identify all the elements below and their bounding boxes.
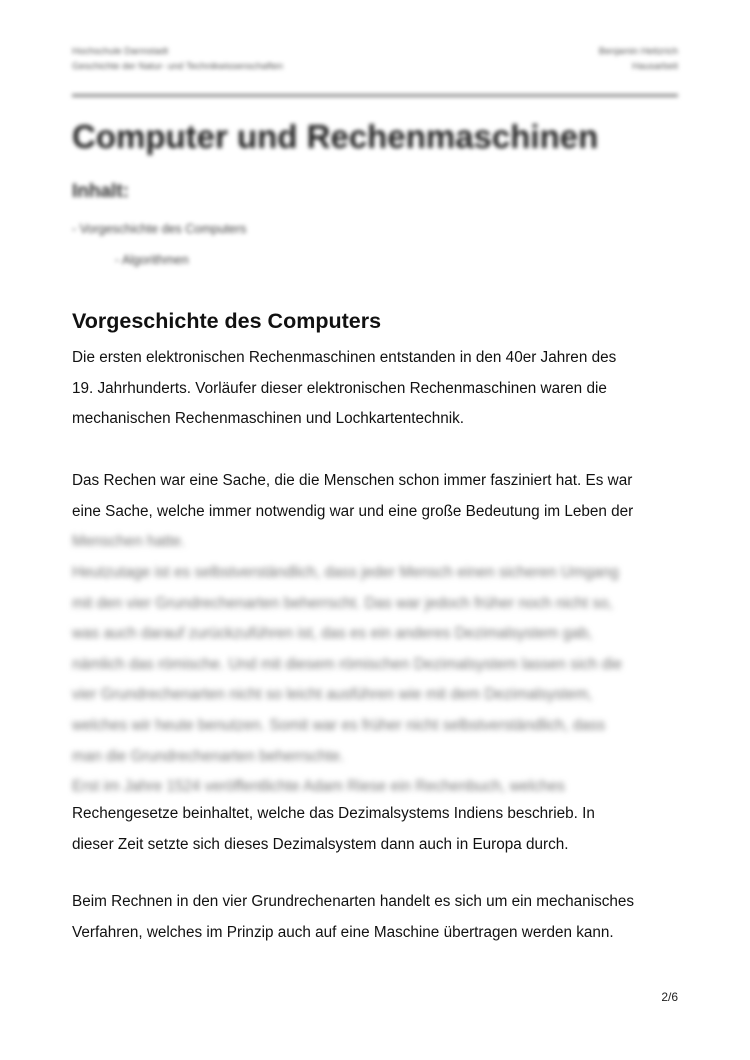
header-doc-type: Hausarbeit xyxy=(632,61,678,72)
paragraph-1 xyxy=(72,343,692,435)
paragraph-line: was auch darauf zurückzuführen ist, das es ein anderes Dezimalsystem gab, xyxy=(72,625,593,643)
paragraph-line: mit den vier Grundrechenarten beherrscht. Das war jedoch früher noch nicht so, xyxy=(72,594,613,612)
paragraph-line: Heutzutage ist es selbstverständlich, dass jeder Mensch einen sicheren Umgang xyxy=(72,564,619,581)
paragraph-3-blurred xyxy=(72,558,692,803)
paragraph-line: dieser Zeit setzte sich dieses Dezimalsystem dann auch in Europa durch. xyxy=(72,835,569,853)
paragraph-line: Rechengesetze beinhaltet, welche das Dezimalsystems Indiens beschrieb. In xyxy=(72,805,595,822)
header-course: Geschichte der Natur- und Technikwissenschaften xyxy=(72,61,284,72)
paragraph-line: Beim Rechnen in den vier Grundrechenarten handelt es sich um ein mechanisches xyxy=(72,893,635,910)
header-left xyxy=(72,44,283,74)
paragraph-line: eine Sache, welche immer notwendig war und eine große Bedeutung im Leben der xyxy=(72,502,634,520)
paragraph-line: Das Rechen war eine Sache, die die Menschen schon immer fasziniert hat. Es war xyxy=(72,472,633,489)
paragraph-line: welches wir heute benutzen. Somit war es früher nicht selbstverständlich, dass xyxy=(72,716,606,734)
paragraph-line: vier Grundrechenarten nicht so leicht ausführen wie mit dem Dezimalsystem, xyxy=(72,686,593,704)
paragraph-4 xyxy=(72,799,692,860)
paragraph-line-blurred: Menschen hatte. xyxy=(72,533,186,551)
header-divider xyxy=(72,94,678,97)
paragraph-line: Erst im Jahre 1524 veröffentlichte Adam Riese ein Rechenbuch, welches xyxy=(72,778,565,796)
toc-item-vorgeschichte: - Vorgeschichte des Computers xyxy=(72,222,247,236)
toc-heading: Inhalt: xyxy=(72,181,129,202)
toc-item-algorithmen: - Algorithmen xyxy=(115,253,189,267)
header-right xyxy=(599,44,678,74)
paragraph-5 xyxy=(72,887,692,948)
section-heading: Vorgeschichte des Computers xyxy=(72,309,382,333)
paragraph-line: man die Grundrechenarten beherrschte. xyxy=(72,747,345,765)
paragraph-2 xyxy=(72,466,692,558)
paragraph-line: Verfahren, welches im Prinzip auch auf eine Maschine übertragen werden kann. xyxy=(72,923,614,941)
document-title: Computer und Rechenmaschinen xyxy=(72,118,599,155)
header-author: Benjamin Heitzrich xyxy=(598,46,678,57)
paragraph-line: Die ersten elektronischen Rechenmaschinen entstanden in den 40er Jahren des xyxy=(72,349,617,366)
paragraph-line: mechanischen Rechenmaschinen und Lochkartentechnik. xyxy=(72,410,465,428)
header-institution: Hochschule Darmstadt xyxy=(72,46,169,57)
paragraph-line: 19. Jahrhunderts. Vorläufer dieser elektronischen Rechenmaschinen waren die xyxy=(72,379,607,397)
page-number: 2/6 xyxy=(661,990,678,1004)
paragraph-line: nämlich das römische. Und mit diesem römischen Dezimalsystem lassen sich die xyxy=(72,655,623,673)
